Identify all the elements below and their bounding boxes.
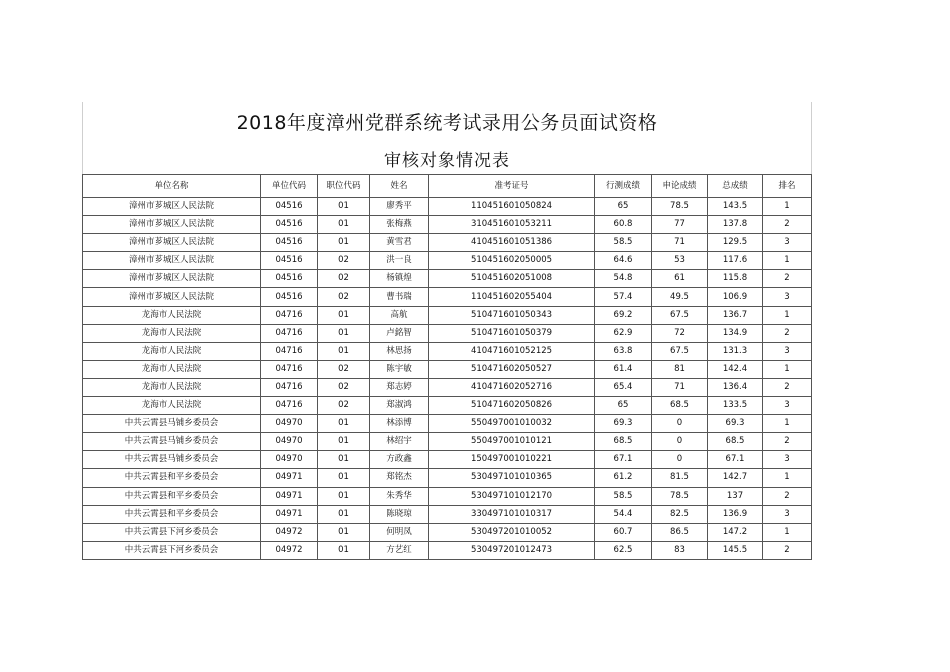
ticket-number-cell: 510471601050379 (429, 324, 595, 342)
rank-cell: 3 (763, 288, 812, 306)
total-score-cell: 68.5 (708, 433, 763, 451)
name-cell: 廖秀平 (370, 198, 429, 216)
table-row (83, 415, 812, 433)
position-code-cell: 01 (318, 415, 370, 433)
essay-score-cell: 86.5 (652, 523, 708, 541)
unit-code-cell: 04971 (261, 505, 318, 523)
header-essay-score: 申论成绩 (652, 175, 708, 198)
position-code-cell: 01 (318, 433, 370, 451)
position-code-cell: 02 (318, 252, 370, 270)
ticket-number-cell: 410451601051386 (429, 234, 595, 252)
rank-cell: 2 (763, 270, 812, 288)
position-code-cell: 02 (318, 378, 370, 396)
essay-score-cell: 71 (652, 234, 708, 252)
name-cell: 郑铭杰 (370, 469, 429, 487)
rank-cell: 2 (763, 433, 812, 451)
rank-cell: 1 (763, 469, 812, 487)
unit-code-cell: 04716 (261, 378, 318, 396)
ticket-number-cell: 510471602050527 (429, 360, 595, 378)
rank-cell: 3 (763, 451, 812, 469)
table-header-row (83, 175, 812, 198)
table-row (83, 397, 812, 415)
unit-code-cell: 04716 (261, 397, 318, 415)
position-code-cell: 01 (318, 451, 370, 469)
rank-cell: 2 (763, 487, 812, 505)
name-cell: 郑志婷 (370, 378, 429, 396)
ticket-number-cell: 110451601050824 (429, 198, 595, 216)
table-row (83, 523, 812, 541)
total-score-cell: 134.9 (708, 324, 763, 342)
rank-cell: 2 (763, 216, 812, 234)
total-score-cell: 117.6 (708, 252, 763, 270)
title-block (82, 102, 812, 174)
ticket-number-cell: 530497201010052 (429, 523, 595, 541)
total-score-cell: 136.7 (708, 306, 763, 324)
rank-cell: 2 (763, 378, 812, 396)
table-row (83, 487, 812, 505)
aptitude-score-cell: 58.5 (595, 234, 652, 252)
table-row (83, 324, 812, 342)
aptitude-score-cell: 65.4 (595, 378, 652, 396)
unit-code-cell: 04716 (261, 324, 318, 342)
unit-name-cell: 中共云霄县和平乡委员会 (83, 505, 261, 523)
unit-code-cell: 04971 (261, 469, 318, 487)
total-score-cell: 129.5 (708, 234, 763, 252)
rank-cell: 3 (763, 397, 812, 415)
name-cell: 曹书瑞 (370, 288, 429, 306)
essay-score-cell: 61 (652, 270, 708, 288)
position-code-cell: 01 (318, 487, 370, 505)
ticket-number-cell: 550497001010032 (429, 415, 595, 433)
total-score-cell: 133.5 (708, 397, 763, 415)
aptitude-score-cell: 65 (595, 198, 652, 216)
position-code-cell: 01 (318, 523, 370, 541)
name-cell: 陈宇敏 (370, 360, 429, 378)
unit-code-cell: 04716 (261, 342, 318, 360)
aptitude-score-cell: 69.3 (595, 415, 652, 433)
total-score-cell: 106.9 (708, 288, 763, 306)
ticket-number-cell: 410471601052125 (429, 342, 595, 360)
unit-name-cell: 中共云霄县马铺乡委员会 (83, 415, 261, 433)
unit-code-cell: 04716 (261, 360, 318, 378)
unit-name-cell: 龙海市人民法院 (83, 342, 261, 360)
unit-name-cell: 龙海市人民法院 (83, 360, 261, 378)
ticket-number-cell: 110451602055404 (429, 288, 595, 306)
ticket-number-cell: 150497001010221 (429, 451, 595, 469)
ticket-number-cell: 510471602050826 (429, 397, 595, 415)
table-row (83, 252, 812, 270)
rank-cell: 1 (763, 360, 812, 378)
name-cell: 林添博 (370, 415, 429, 433)
table-row (83, 342, 812, 360)
name-cell: 郑淑鸿 (370, 397, 429, 415)
ticket-number-cell: 530497101010365 (429, 469, 595, 487)
total-score-cell: 143.5 (708, 198, 763, 216)
name-cell: 卢銘智 (370, 324, 429, 342)
aptitude-score-cell: 67.1 (595, 451, 652, 469)
ticket-number-cell: 550497001010121 (429, 433, 595, 451)
header-name: 姓名 (370, 175, 429, 198)
table-row (83, 451, 812, 469)
unit-code-cell: 04970 (261, 415, 318, 433)
essay-score-cell: 53 (652, 252, 708, 270)
name-cell: 方政鑫 (370, 451, 429, 469)
document-title: 2018年度漳州党群系统考试录用公务员面试资格 (236, 112, 658, 134)
essay-score-cell: 78.5 (652, 198, 708, 216)
header-aptitude-score: 行测成绩 (595, 175, 652, 198)
ticket-number-cell: 530497101012170 (429, 487, 595, 505)
total-score-cell: 69.3 (708, 415, 763, 433)
table-row (83, 505, 812, 523)
total-score-cell: 136.4 (708, 378, 763, 396)
unit-code-cell: 04516 (261, 234, 318, 252)
table-row (83, 541, 812, 559)
aptitude-score-cell: 60.8 (595, 216, 652, 234)
unit-code-cell: 04716 (261, 306, 318, 324)
header-unit-name: 单位名称 (83, 175, 261, 198)
name-cell: 林绍宇 (370, 433, 429, 451)
essay-score-cell: 71 (652, 378, 708, 396)
unit-name-cell: 龙海市人民法院 (83, 378, 261, 396)
rank-cell: 3 (763, 234, 812, 252)
essay-score-cell: 67.5 (652, 342, 708, 360)
table-row (83, 378, 812, 396)
total-score-cell: 142.4 (708, 360, 763, 378)
essay-score-cell: 72 (652, 324, 708, 342)
unit-name-cell: 漳州市芗城区人民法院 (83, 288, 261, 306)
total-score-cell: 136.9 (708, 505, 763, 523)
position-code-cell: 01 (318, 342, 370, 360)
total-score-cell: 142.7 (708, 469, 763, 487)
position-code-cell: 01 (318, 324, 370, 342)
unit-name-cell: 中共云霄县下河乡委员会 (83, 541, 261, 559)
unit-code-cell: 04516 (261, 252, 318, 270)
total-score-cell: 137 (708, 487, 763, 505)
aptitude-score-cell: 60.7 (595, 523, 652, 541)
position-code-cell: 01 (318, 541, 370, 559)
aptitude-score-cell: 68.5 (595, 433, 652, 451)
table-row (83, 288, 812, 306)
position-code-cell: 01 (318, 469, 370, 487)
aptitude-score-cell: 65 (595, 397, 652, 415)
total-score-cell: 145.5 (708, 541, 763, 559)
unit-code-cell: 04970 (261, 451, 318, 469)
name-cell: 何明凤 (370, 523, 429, 541)
essay-score-cell: 82.5 (652, 505, 708, 523)
name-cell: 林思扬 (370, 342, 429, 360)
unit-name-cell: 漳州市芗城区人民法院 (83, 252, 261, 270)
table-row (83, 270, 812, 288)
aptitude-score-cell: 62.5 (595, 541, 652, 559)
essay-score-cell: 0 (652, 433, 708, 451)
rank-cell: 1 (763, 198, 812, 216)
aptitude-score-cell: 62.9 (595, 324, 652, 342)
rank-cell: 1 (763, 415, 812, 433)
essay-score-cell: 68.5 (652, 397, 708, 415)
header-position-code: 职位代码 (318, 175, 370, 198)
essay-score-cell: 78.5 (652, 487, 708, 505)
table-row (83, 360, 812, 378)
name-cell: 杨镇煌 (370, 270, 429, 288)
essay-score-cell: 83 (652, 541, 708, 559)
unit-code-cell: 04516 (261, 270, 318, 288)
aptitude-score-cell: 54.4 (595, 505, 652, 523)
rank-cell: 3 (763, 342, 812, 360)
total-score-cell: 131.3 (708, 342, 763, 360)
rank-cell: 1 (763, 306, 812, 324)
rank-cell: 2 (763, 324, 812, 342)
unit-code-cell: 04972 (261, 541, 318, 559)
header-unit-code: 单位代码 (261, 175, 318, 198)
header-ticket-number: 准考证号 (429, 175, 595, 198)
unit-name-cell: 中共云霄县马铺乡委员会 (83, 451, 261, 469)
position-code-cell: 01 (318, 198, 370, 216)
table-row (83, 234, 812, 252)
aptitude-score-cell: 61.4 (595, 360, 652, 378)
position-code-cell: 02 (318, 270, 370, 288)
unit-name-cell: 中共云霄县和平乡委员会 (83, 487, 261, 505)
unit-name-cell: 漳州市芗城区人民法院 (83, 198, 261, 216)
table-row (83, 216, 812, 234)
ticket-number-cell: 330497101010317 (429, 505, 595, 523)
aptitude-score-cell: 64.6 (595, 252, 652, 270)
name-cell: 陈晓琼 (370, 505, 429, 523)
essay-score-cell: 0 (652, 451, 708, 469)
unit-name-cell: 中共云霄县下河乡委员会 (83, 523, 261, 541)
rank-cell: 2 (763, 541, 812, 559)
rank-cell: 1 (763, 523, 812, 541)
header-rank: 排名 (763, 175, 812, 198)
total-score-cell: 137.8 (708, 216, 763, 234)
essay-score-cell: 67.5 (652, 306, 708, 324)
name-cell: 朱秀华 (370, 487, 429, 505)
position-code-cell: 01 (318, 216, 370, 234)
aptitude-score-cell: 61.2 (595, 469, 652, 487)
total-score-cell: 67.1 (708, 451, 763, 469)
name-cell: 高航 (370, 306, 429, 324)
position-code-cell: 02 (318, 288, 370, 306)
unit-code-cell: 04516 (261, 198, 318, 216)
rank-cell: 1 (763, 252, 812, 270)
essay-score-cell: 77 (652, 216, 708, 234)
table-row (83, 433, 812, 451)
name-cell: 张梅燕 (370, 216, 429, 234)
unit-name-cell: 龙海市人民法院 (83, 397, 261, 415)
unit-name-cell: 中共云霄县马铺乡委员会 (83, 433, 261, 451)
essay-score-cell: 49.5 (652, 288, 708, 306)
table-row (83, 469, 812, 487)
results-table (82, 174, 812, 560)
unit-code-cell: 04516 (261, 216, 318, 234)
essay-score-cell: 0 (652, 415, 708, 433)
name-cell: 洪一良 (370, 252, 429, 270)
aptitude-score-cell: 63.8 (595, 342, 652, 360)
table-row (83, 306, 812, 324)
unit-code-cell: 04516 (261, 288, 318, 306)
ticket-number-cell: 410471602052716 (429, 378, 595, 396)
total-score-cell: 115.8 (708, 270, 763, 288)
unit-code-cell: 04972 (261, 523, 318, 541)
table-row (83, 198, 812, 216)
ticket-number-cell: 510451602050005 (429, 252, 595, 270)
total-score-cell: 147.2 (708, 523, 763, 541)
unit-name-cell: 中共云霄县和平乡委员会 (83, 469, 261, 487)
name-cell: 黄雪君 (370, 234, 429, 252)
ticket-number-cell: 510451602051008 (429, 270, 595, 288)
unit-name-cell: 漳州市芗城区人民法院 (83, 216, 261, 234)
unit-name-cell: 漳州市芗城区人民法院 (83, 270, 261, 288)
aptitude-score-cell: 58.5 (595, 487, 652, 505)
essay-score-cell: 81 (652, 360, 708, 378)
ticket-number-cell: 510471601050343 (429, 306, 595, 324)
rank-cell: 3 (763, 505, 812, 523)
unit-code-cell: 04970 (261, 433, 318, 451)
name-cell: 方艺红 (370, 541, 429, 559)
ticket-number-cell: 530497201012473 (429, 541, 595, 559)
unit-code-cell: 04971 (261, 487, 318, 505)
aptitude-score-cell: 57.4 (595, 288, 652, 306)
ticket-number-cell: 310451601053211 (429, 216, 595, 234)
position-code-cell: 01 (318, 234, 370, 252)
essay-score-cell: 81.5 (652, 469, 708, 487)
position-code-cell: 01 (318, 505, 370, 523)
header-total-score: 总成绩 (708, 175, 763, 198)
aptitude-score-cell: 54.8 (595, 270, 652, 288)
position-code-cell: 01 (318, 306, 370, 324)
unit-name-cell: 龙海市人民法院 (83, 306, 261, 324)
aptitude-score-cell: 69.2 (595, 306, 652, 324)
position-code-cell: 02 (318, 360, 370, 378)
document-subtitle: 审核对象情况表 (384, 151, 510, 171)
unit-name-cell: 龙海市人民法院 (83, 324, 261, 342)
position-code-cell: 02 (318, 397, 370, 415)
unit-name-cell: 漳州市芗城区人民法院 (83, 234, 261, 252)
